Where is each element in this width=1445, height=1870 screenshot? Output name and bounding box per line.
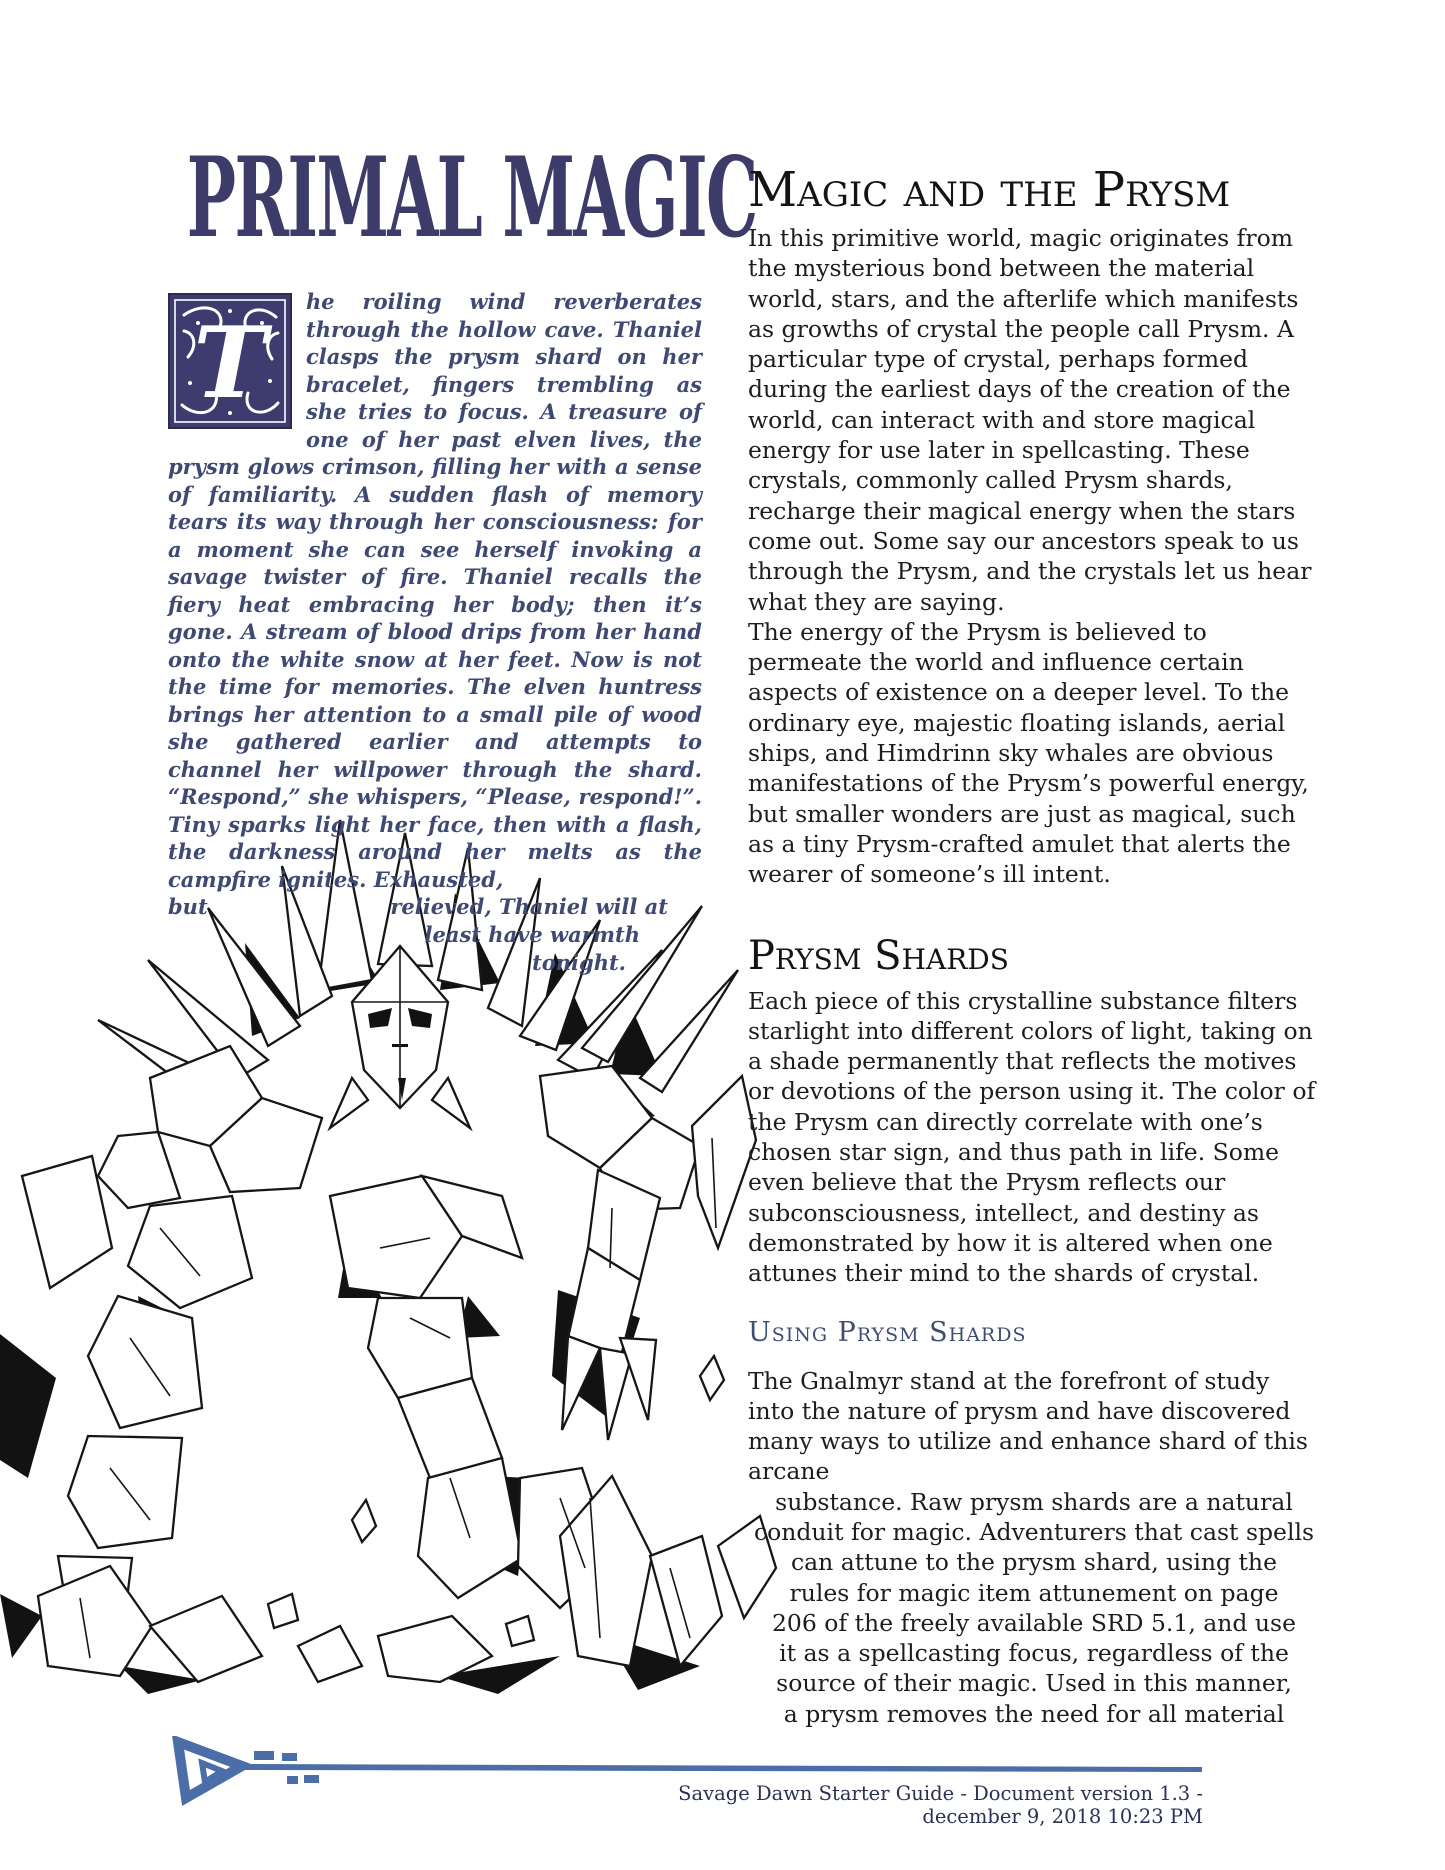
narrative-wrap-relieved: relieved, Thaniel will at xyxy=(390,894,668,919)
wrapped-line: can attune to the prysm shard, using the xyxy=(791,1548,1277,1577)
narrative-wrap-line-3: tonight. xyxy=(532,950,626,975)
wrapped-line: source of their magic. Used in this manner, xyxy=(776,1669,1292,1698)
footer-rule-and-dashes xyxy=(240,1751,1202,1784)
wrapped-line: 206 of the freely available SRD 5.1, and use xyxy=(771,1608,1297,1637)
ornate-dropcap xyxy=(168,293,292,429)
wrapped-line: it as a spellcasting focus, regardless of the xyxy=(779,1639,1289,1668)
paragraph-magic-origins: In this primitive world, magic originates from the mysterious bond between the material world, stars, and the afterlife which manifests as growths of crystal the people call Prysm. A particular type of crystal, perhaps formed during the earliest days of the creation of the world, can interact with and store magical energy for use later in spellcasting. These crystals, commonly called Prysm shards, recharge their magical energy when the stars come out. Some say our ancestors speak to us through the Prysm, and the crystals let us hear what they are saying. xyxy=(748,224,1312,616)
right-column xyxy=(748,162,1320,1729)
narrative-wrap-line-2: least have warmth xyxy=(424,922,640,947)
publisher-logo-icon xyxy=(178,1742,242,1798)
section-heading-prysm-shards: Prysm Shards xyxy=(748,932,1009,979)
footer-document-info: Savage Dawn Starter Guide - Document version 1.3 - december 9, 2018 10:23 PM xyxy=(678,1782,1203,1828)
wrapped-line: conduit for magic. Adventurers that cast spells xyxy=(753,1517,1315,1546)
dropcap-letter: T xyxy=(193,306,267,421)
paragraph-prysm-energy: The energy of the Prysm is believed to permeate the world and influence certain aspects of existence on a deeper level. To the ordinary eye, majestic floating islands, aerial ships, and Himdrinn sky whales are obvious manifestations of the Prysm’s powerful energy, but smaller wonders are just as magical, such as a tiny Prysm-crafted amulet that alerts the wearer of someone’s ill intent. xyxy=(748,617,1309,889)
paragraph-shard-colors: Each piece of this crystalline substance filters starlight into different colors of light, taking on a shade permanently that reflects the motives or devotions of the person using it. The color of the Prysm can directly correlate with one’s chosen star sign, and thus path in life. Some even believe that the Prysm reflects our subconsciousness, intellect, and destiny as demonstrated by how it is altered when one attunes their mind to the shards of crystal. xyxy=(748,986,1316,1288)
wrapped-line: substance. Raw prysm shards are a natural xyxy=(775,1487,1293,1516)
wrapped-line: rules for magic item attunement on page xyxy=(789,1578,1279,1607)
wrapped-line: a prysm removes the need for all material xyxy=(783,1699,1285,1728)
narrative-text: he roiling wind reverberates through the hollow cave. Thaniel clasps the prysm shard on her bracelet, fingers trembling as she tries to focus. A treasure of one of her past elven lives, the prysm glows crimson, filling her with a sense of familiarity. A sudden flash of memory tears its way through her consciousness: for a moment she can see herself invoking a savage twister of fire. Thaniel recalls the fiery heat embracing her body; then it’s gone. A stream of blood drips from her hand onto the white snow at her feet. Now is not the time for memories. The elven huntress brings her attention to a small pile of wood she gathered earlier and attempts to channel her willpower through the shard. “Respond,” she whispers, “Please, respond!”. Tiny sparks light her face, then with a flash, the darkness around her melts as the campfire ignites. Exhausted, xyxy=(168,289,702,892)
narrative-wrap-but: but xyxy=(168,894,208,919)
subsection-heading-using-prysm-shards: Using Prysm Shards xyxy=(748,1316,1027,1348)
narrative-paragraph xyxy=(168,288,702,977)
narrative-wrap-line-1 xyxy=(168,893,702,921)
paragraph-using-shards: The Gnalmyr stand at the forefront of study into the nature of prysm and have discovered many ways to utilize and enhance shard of this arcane xyxy=(748,1366,1308,1486)
section-heading-magic-and-the-prysm: Magic and the Prysm xyxy=(748,162,1231,218)
page-title: PRIMAL MAGIC xyxy=(186,132,757,263)
